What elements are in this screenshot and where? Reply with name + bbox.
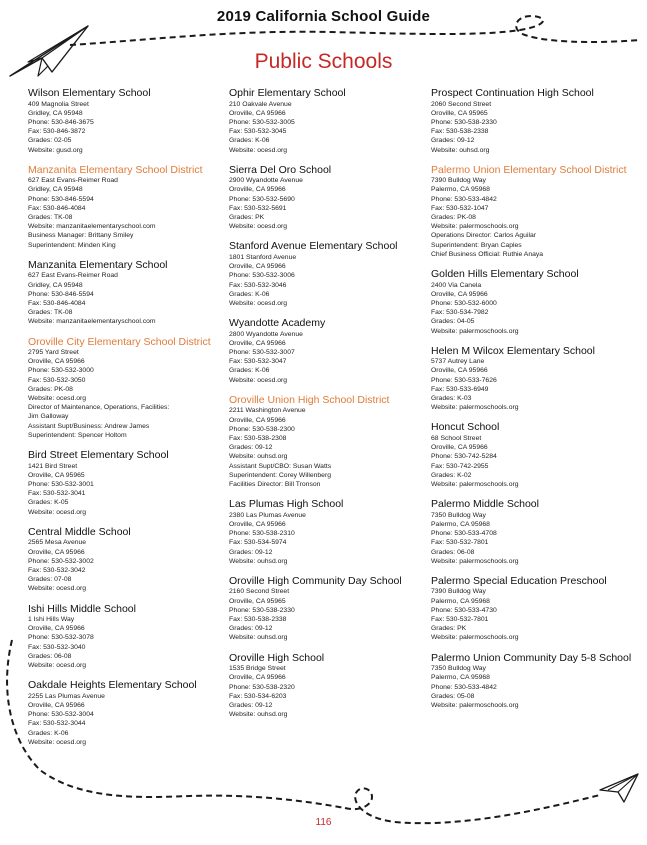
entry-detail-line: 2900 Wyandotte Avenue (229, 177, 303, 185)
school-name: Sierra Del Oro School (229, 163, 332, 176)
entry-detail-line: Oroville, CA 95966 (229, 520, 286, 528)
entry-detail-line: Phone: 530-538-2310 (229, 530, 295, 538)
entry-detail-line: Website: ouhsd.org (229, 711, 288, 719)
entry-detail-line: 2255 Las Plumas Avenue (28, 692, 105, 700)
entry-detail-line: Oroville, CA 95966 (229, 339, 286, 347)
entry-detail-line: Grades: 06-08 (431, 548, 475, 556)
entry-detail-line: Phone: 530-533-4842 (431, 683, 497, 691)
entry-detail-line: Gridley, CA 95948 (28, 281, 83, 289)
entry-detail-line: Grades: 09-12 (229, 701, 273, 709)
school-name: Oakdale Heights Elementary School (28, 679, 197, 692)
entry-detail-line: Website: manzanitaelementaryschool.com (28, 223, 156, 231)
entry-detail-line: Phone: 530-533-4730 (431, 606, 497, 614)
entry-detail-line: Grades: 04-05 (431, 318, 475, 326)
section-title: Public Schools (254, 50, 393, 73)
entry-detail-line: Website: palermoschools.org (431, 557, 519, 565)
school-entry (229, 240, 434, 308)
district-entry (431, 164, 636, 259)
entry-detail-line: Phone: 530-533-4708 (431, 530, 497, 538)
school-entry (431, 268, 636, 336)
entry-detail-line: Website: ocesd.org (28, 508, 87, 516)
entry-detail-line: Website: ouhsd.org (431, 146, 490, 154)
entry-detail-line: Superintendent: Bryan Caples (431, 241, 522, 249)
school-entry (431, 87, 636, 155)
entry-detail-line: Chief Business Official: Ruthie Anaya (431, 250, 544, 258)
entry-detail-line: Website: palermoschools.org (431, 481, 519, 488)
entry-detail-line: Director of Maintenance, Operations, Facilities: (28, 404, 170, 412)
entry-detail-line: Oroville, CA 95966 (229, 109, 286, 117)
entry-detail-line: Phone: 530-538-2300 (229, 425, 295, 433)
entry-detail-line: Fax: 530-534-7982 (431, 309, 489, 317)
entry-detail-line: Phone: 530-846-3675 (28, 118, 94, 126)
district-entry (28, 336, 233, 441)
entry-detail-line: Fax: 530-532-5691 (229, 204, 287, 212)
entry-detail-line: Grades: TK-08 (28, 309, 73, 317)
entry-detail-line: Palermo, CA 95968 (431, 597, 490, 605)
entry-detail-line: Oroville, CA 95966 (28, 548, 85, 556)
entry-detail-line: Website: ouhsd.org (229, 557, 288, 565)
entry-detail-line: Fax: 530-532-1047 (431, 204, 489, 212)
entry-detail-line: Fax: 530-846-3872 (28, 128, 86, 136)
entry-detail-line: Fax: 530-742-2955 (431, 462, 489, 470)
entry-detail-line: Fax: 530-532-3041 (28, 490, 86, 498)
entry-detail-line: Grades: PK-08 (28, 385, 73, 393)
school-entry (28, 526, 233, 594)
entry-detail-line: 2565 Mesa Avenue (28, 539, 87, 547)
school-entry (28, 87, 233, 155)
entry-detail-line: Phone: 530-532-5690 (229, 195, 295, 203)
entry-detail-line: Phone: 530-532-3004 (28, 711, 94, 719)
entry-detail-line: Website: ocesd.org (229, 299, 288, 307)
district-name: Oroville Union High School District (229, 393, 390, 406)
district-name: Manzanita Elementary School District (28, 163, 203, 176)
entry-detail-line: Oroville, CA 95966 (28, 701, 85, 709)
entry-detail-line: Palermo, CA 95968 (431, 674, 490, 682)
school-name: Manzanita Elementary School (28, 258, 168, 271)
school-name: Oroville High Community Day School (229, 574, 402, 587)
entry-detail-line: Grades: PK (431, 625, 467, 633)
entry-detail-line: Grades: 02-05 (28, 137, 72, 145)
entry-detail-line: Grades: K-06 (229, 290, 270, 298)
entry-detail-line: Fax: 530-532-3046 (229, 281, 287, 289)
entry-detail-line: Fax: 530-534-6203 (229, 692, 287, 700)
entry-detail-line: Fax: 530-532-3042 (28, 566, 86, 574)
entry-detail-line: Gridley, CA 95948 (28, 109, 83, 117)
entry-detail-line: Fax: 530-532-3050 (28, 376, 86, 384)
entry-detail-line: Website: palermoschools.org (431, 327, 519, 335)
entry-detail-line: Phone: 530-532-3001 (28, 481, 94, 488)
entry-detail-line: Website: ocesd.org (28, 585, 87, 593)
entry-detail-line: Assistant Supt/Business: Andrew James (28, 422, 150, 430)
entry-detail-line: Assistant Supt/CBO: Susan Watts (229, 462, 332, 470)
entry-detail-line: Oroville, CA 95966 (229, 674, 286, 682)
district-name: Oroville City Elementary School District (28, 335, 211, 348)
entry-detail-line: Fax: 530-538-2338 (229, 616, 287, 624)
entry-detail-line: Grades: 09-12 (229, 444, 273, 452)
entry-detail-line: Fax: 530-534-5974 (229, 539, 287, 547)
school-name: Bird Street Elementary School (28, 449, 169, 462)
entry-detail-line: Oroville, CA 95966 (229, 416, 286, 424)
entry-detail-line: Oroville, CA 95966 (431, 444, 488, 452)
entry-detail-line: Superintendent: Minden King (28, 241, 116, 249)
school-entry (229, 317, 434, 385)
entry-detail-line: Superintendent: Spencer Holtom (28, 431, 127, 439)
entry-detail-line: Website: manzanitaelementaryschool.com (28, 318, 156, 326)
entry-detail-line: Website: ocesd.org (28, 662, 87, 670)
entry-detail-line: Phone: 530-532-3078 (28, 634, 94, 642)
entry-detail-line: Grades: K-06 (229, 367, 270, 375)
entry-detail-line: Website: ocesd.org (229, 146, 288, 154)
school-entry (28, 449, 233, 517)
entry-detail-line: 2795 Yard Street (28, 349, 79, 357)
school-entry (28, 259, 233, 327)
school-name: Las Plumas High School (229, 498, 344, 511)
entry-detail-line: 7390 Bulldog Way (431, 588, 486, 596)
entry-detail-line: Grades: 05-08 (431, 692, 475, 700)
entry-detail-line: Fax: 530-532-3044 (28, 720, 86, 728)
entry-detail-line: Fax: 530-532-7801 (431, 539, 489, 547)
entry-detail-line: Fax: 530-532-3045 (229, 128, 287, 136)
entry-detail-line: Jim Galloway (28, 413, 69, 421)
school-entry (229, 498, 434, 566)
entry-detail-line: Website: ocesd.org (229, 223, 288, 231)
entry-detail-line: Grades: 06-08 (28, 652, 72, 660)
school-name: Honcut School (431, 421, 500, 434)
school-name: Ophir Elementary School (229, 87, 346, 99)
district-entry (229, 394, 434, 489)
entry-detail-line: Phone: 530-533-7626 (431, 376, 497, 384)
entry-detail-line: 210 Oakvale Avenue (229, 100, 292, 108)
column-1 (28, 87, 233, 756)
entry-detail-line: Website: palermoschools.org (431, 404, 519, 412)
entry-detail-line: Operations Director: Carlos Aguilar (431, 232, 537, 240)
entry-detail-line: Grades: PK-08 (431, 214, 476, 222)
entry-detail-line: Grades: 09-12 (431, 137, 475, 145)
entry-detail-line: Grades: K-03 (431, 395, 472, 403)
entry-detail-line: Phone: 530-532-6000 (431, 299, 497, 307)
entry-detail-line: Oroville, CA 95966 (229, 186, 286, 194)
entry-detail-line: 1535 Bridge Street (229, 665, 286, 673)
school-entry (431, 498, 636, 566)
entry-detail-line: Oroville, CA 95966 (431, 290, 488, 298)
school-entry (229, 652, 434, 720)
entry-detail-line: 409 Magnolia Street (28, 100, 89, 108)
entry-detail-line: Oroville, CA 95965 (431, 109, 488, 117)
entry-detail-line: Phone: 530-742-5284 (431, 453, 497, 461)
school-name: Central Middle School (28, 525, 131, 538)
entry-detail-line: Grades: PK (229, 214, 265, 222)
entry-detail-line: 1801 Stanford Avenue (229, 253, 297, 261)
district-name: Palermo Union Elementary School District (431, 163, 627, 176)
entry-detail-line: Facilities Director: Bill Tronson (229, 481, 321, 488)
entry-detail-line: Website: palermoschools.org (431, 634, 519, 642)
entry-detail-line: Fax: 530-532-3047 (229, 358, 287, 366)
entry-detail-line: Phone: 530-532-3007 (229, 349, 295, 357)
entry-detail-line: Grades: K-06 (229, 137, 270, 145)
entry-detail-line: Phone: 530-846-5594 (28, 195, 94, 203)
entry-detail-line: Palermo, CA 95968 (431, 186, 490, 194)
school-entry (431, 345, 636, 413)
district-entry (28, 164, 233, 250)
school-name: Oroville High School (229, 651, 325, 664)
entry-detail-line: Grades: 09-12 (229, 625, 273, 633)
entry-detail-line: Oroville, CA 95966 (28, 625, 85, 633)
entry-detail-line: Website: palermoschools.org (431, 701, 519, 709)
page-number: 116 (315, 817, 332, 828)
school-entry (28, 679, 233, 747)
entry-detail-line: Grades: K-06 (28, 729, 69, 737)
school-entry (431, 652, 636, 711)
school-name: Golden Hills Elementary School (431, 268, 579, 281)
entry-detail-line: Oroville, CA 95965 (28, 471, 85, 479)
entry-detail-line: Palermo, CA 95968 (431, 520, 490, 528)
entry-detail-line: Grades: K-05 (28, 499, 69, 507)
entry-detail-line: Grades: 07-08 (28, 576, 72, 584)
entry-detail-line: Website: palermoschools.org (431, 223, 519, 231)
entry-detail-line: 1421 Bird Street (28, 462, 78, 470)
entry-detail-line: Website: ocesd.org (229, 376, 288, 384)
school-name: Stanford Avenue Elementary School (229, 240, 398, 253)
entry-detail-line: Fax: 530-532-7801 (431, 616, 489, 624)
entry-detail-line: Gridley, CA 95948 (28, 186, 83, 194)
entry-detail-line: Website: ouhsd.org (229, 634, 288, 642)
school-name: Wyandotte Academy (229, 317, 326, 330)
school-name: Prospect Continuation High School (431, 87, 594, 99)
entry-detail-line: 7390 Bulldog Way (431, 177, 486, 185)
entry-detail-line: 627 East Evans-Reimer Road (28, 272, 118, 280)
entry-detail-line: Business Manager: Brittany Smiley (28, 232, 134, 240)
entry-detail-line: Phone: 530-538-2330 (431, 118, 497, 126)
entry-detail-line: Superintendent: Corey Willenberg (229, 471, 332, 479)
entry-detail-line: Oroville, CA 95965 (229, 597, 286, 605)
entry-detail-line: Fax: 530-846-4084 (28, 204, 86, 212)
school-entry (229, 575, 434, 643)
school-entry (431, 575, 636, 643)
entry-detail-line: Oroville, CA 95966 (229, 263, 286, 271)
entry-detail-line: 2380 Las Plumas Avenue (229, 511, 306, 519)
school-name: Palermo Middle School (431, 498, 539, 511)
column-3 (431, 87, 636, 719)
entry-detail-line: Phone: 530-533-4842 (431, 195, 497, 203)
entry-detail-line: Website: ouhsd.org (229, 453, 288, 461)
school-name: Helen M Wilcox Elementary School (431, 344, 595, 357)
entry-detail-line: 627 East Evans-Reimer Road (28, 177, 118, 185)
school-entry (431, 421, 636, 489)
entry-detail-line: Fax: 530-533-6949 (431, 385, 489, 393)
school-entry (229, 87, 434, 155)
entry-detail-line: Oroville, CA 95966 (28, 358, 85, 366)
entry-detail-line: 2800 Wyandotte Avenue (229, 330, 303, 338)
entry-detail-line: 68 School Street (431, 434, 482, 442)
entry-detail-line: Phone: 530-532-3000 (28, 367, 94, 375)
entry-detail-line: 2160 Second Street (229, 588, 290, 596)
entry-detail-line: 7350 Bulldog Way (431, 665, 486, 673)
entry-detail-line: 1 Ishi Hills Way (28, 616, 75, 624)
entry-detail-line: Grades: TK-08 (28, 214, 73, 222)
paper-plane-icon (598, 770, 640, 806)
school-name: Palermo Special Education Preschool (431, 574, 607, 587)
school-name: Palermo Union Community Day 5-8 School (431, 651, 632, 664)
entry-detail-line: Phone: 530-846-5594 (28, 290, 94, 298)
school-name: Ishi Hills Middle School (28, 602, 136, 615)
entry-detail-line: Phone: 530-532-3006 (229, 272, 295, 280)
entry-detail-line: Fax: 530-846-4084 (28, 299, 86, 307)
entry-detail-line: Fax: 530-532-3040 (28, 643, 86, 651)
entry-detail-line: Phone: 530-532-3002 (28, 557, 94, 565)
entry-detail-line: Oroville, CA 95966 (431, 367, 488, 375)
entry-detail-line: Phone: 530-532-3005 (229, 118, 295, 126)
entry-detail-line: Website: ocesd.org (28, 395, 87, 403)
entry-detail-line: Phone: 530-538-2320 (229, 683, 295, 691)
entry-detail-line: 5737 Autrey Lane (431, 358, 485, 366)
school-name: Wilson Elementary School (28, 87, 151, 99)
entry-detail-line: Grades: 09-12 (229, 548, 273, 556)
entry-detail-line: Grades: K-02 (431, 471, 472, 479)
guide-title: 2019 California School Guide (216, 8, 431, 25)
school-entry (28, 603, 233, 671)
entry-detail-line: Fax: 530-538-2308 (229, 434, 287, 442)
entry-detail-line: Fax: 530-538-2338 (431, 128, 489, 136)
entry-detail-line: Website: gusd.org (28, 146, 83, 154)
entry-detail-line: 2211 Washington Avenue (229, 407, 306, 415)
entry-detail-line: 7350 Bulldog Way (431, 511, 486, 519)
school-entry (229, 164, 434, 232)
column-2 (229, 87, 434, 728)
entry-detail-line: Website: ocesd.org (28, 738, 87, 746)
entry-detail-line: 2060 Second Street (431, 100, 492, 108)
entry-detail-line: Phone: 530-538-2330 (229, 606, 295, 614)
entry-detail-line: 2400 Via Canela (431, 281, 482, 289)
